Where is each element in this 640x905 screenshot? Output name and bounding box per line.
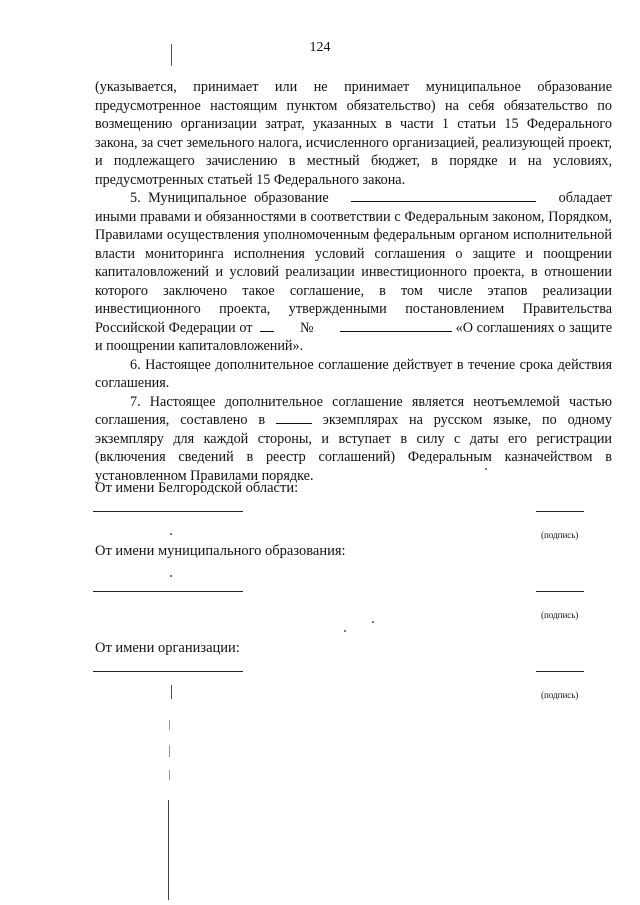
copies-blank [276, 411, 312, 424]
paragraph-7-start: 7. Настоящее дополнительное соглашение является неотъемлемой частью соглашения, составлено в [95, 393, 612, 428]
paragraph-5-body: обладает иными правами и обязанностями в соответствии с Федеральным законом, Порядком, Правилами осуществления уполномоченным федеральным органом исполнительной власти мониторинга исполнения условий соглашения о защите и поощрении капиталовложений и условий реализации инвестиционного проекта, в отношении которого заключено такое соглашение, в том числе этапов реализации инвестиционного проекта, утвержденными постановлением Правительства Российской Федерации от [95, 190, 613, 336]
municipality-blank [351, 189, 536, 202]
paragraph-7-end: экземплярах на русском языке, по одному экземпляру для каждой стороны, и вступает в силу с даты его регистрации (включения сведений в реестр соглашений) Федеральным казначейством в установленном Правилами порядке. [95, 412, 612, 484]
paragraph-continuation: (указывается, принимает или не принимает муниципальное образование предусмотренное настоящим пунктом обязательство) на себя обязательство по возмещению организации затрат, указанных в части 1 статьи 15 Федерального закона, за счет земельного налога, исчисленного организацией, реализующей проект, и подлежащего зачислению в местный бюджет, в порядке и на условиях, предусмотренных статьей 15 Федерального закона. [95, 79, 612, 188]
paragraph-5-end: «О соглашениях о защите и поощрении капиталовложений». [95, 319, 613, 354]
paragraph-7 [95, 393, 612, 486]
signature-line-belgorod [536, 511, 584, 512]
paragraph-5 [95, 189, 612, 356]
signature-label-belgorod: От имени Белгородской области: [95, 480, 299, 496]
scan-mark [171, 685, 172, 699]
scan-dot [170, 575, 172, 577]
body-text [95, 78, 612, 485]
name-line-belgorod [93, 511, 243, 512]
date-blank [260, 319, 274, 332]
signature-caption-belgorod: (подпись) [541, 530, 579, 540]
scan-mark [169, 720, 170, 730]
scan-dot [372, 621, 374, 623]
name-line-organization [93, 671, 243, 672]
scan-dot [485, 468, 487, 470]
signature-line-organization [536, 671, 584, 672]
scan-dot [170, 533, 172, 535]
signature-caption-municipal: (подпись) [541, 610, 579, 620]
paragraph-6: 6. Настоящее дополнительное соглашение действует в течение срока действия соглашения. [95, 356, 612, 391]
page-number: 124 [309, 40, 331, 55]
scan-mark [168, 800, 169, 900]
signature-line-municipal [536, 591, 584, 592]
scan-dot [344, 630, 346, 632]
paragraph-5-start: 5. Муниципальное образование [130, 190, 329, 206]
scan-mark [171, 44, 172, 66]
name-line-municipal [93, 591, 243, 592]
scan-mark [169, 770, 170, 780]
signature-label-organization: От имени организации: [95, 640, 240, 656]
number-sign: № [300, 319, 314, 336]
scan-mark [169, 745, 170, 757]
signature-caption-organization: (подпись) [541, 690, 579, 700]
resolution-number-blank [340, 319, 452, 332]
signature-label-municipal: От имени муниципального образования: [95, 543, 346, 559]
